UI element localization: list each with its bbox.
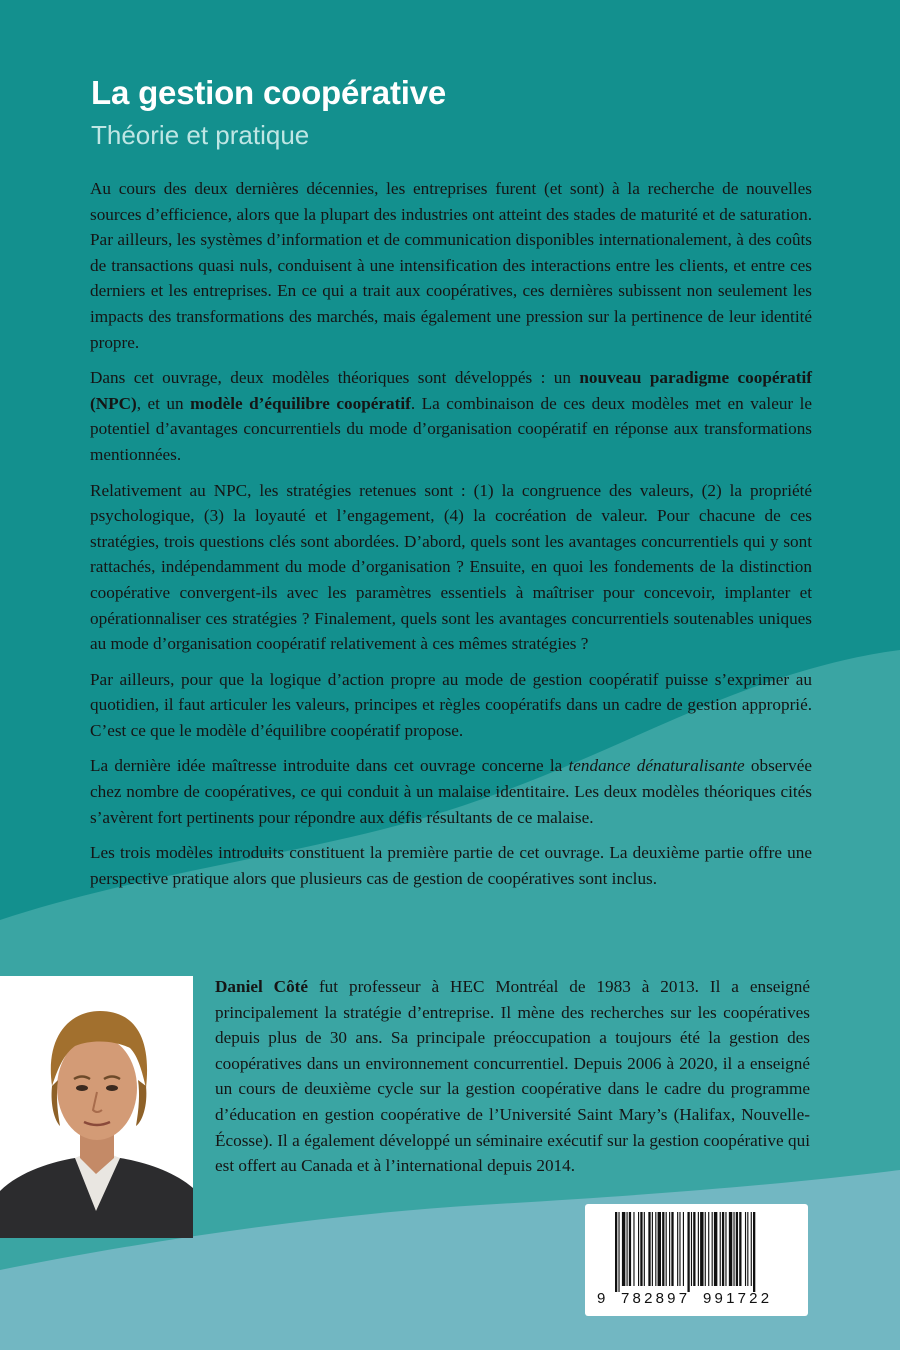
author-bio-text: fut professeur à HEC Montréal de 1983 à 2013. Il a enseigné principalement la stratégie d’entreprise. Il mène des recherches sur les coopératives depuis plus de 30 ans. Sa principale préoccupation a toujours été la gestion des coopératives dans un environnement concurrentiel. Depuis 2006 à 2020, il a enseigné un cours de deuxième cycle sur la gestion coopérative dans le cadre du programme d’éducation en gestion coopérative de l’Université Saint Mary’s (Halifax, Nouvelle-Écosse). Il a également développé un séminaire exécutif sur la gestion coopérative qui est offert au Canada et à l’international depuis 2014.: [215, 977, 810, 1176]
summary-text: [90, 176, 812, 901]
book-title: La gestion coopérative: [91, 74, 447, 111]
barcode-bar: [618, 1212, 619, 1292]
isbn-group-2: 991722: [703, 1290, 773, 1307]
barcode-bar: [655, 1212, 656, 1286]
p2-text-e: . La combinaison de ces deux modèles met en valeur le potentiel d’avantages concurrentiels du mode d’organisation coopératif en réponse aux transformations mentionnées.: [90, 393, 813, 464]
barcode-bar: [751, 1212, 752, 1286]
p2-bold-npc: nouveau paradigme coopératif (NPC): [90, 368, 812, 413]
barcode-bar: [712, 1212, 713, 1286]
barcode-bar: [705, 1212, 706, 1286]
barcode-bar: [700, 1212, 703, 1286]
p5-italic: tendance dénaturalisante: [568, 756, 745, 776]
barcode-bar: [679, 1212, 680, 1286]
barcode-bar: [662, 1212, 664, 1286]
barcode-bar: [629, 1212, 631, 1286]
p5-text-a: La dernière idée maîtresse introduite dans cet ouvrage concerne la: [90, 756, 569, 776]
paragraph-2: [90, 365, 812, 467]
barcode-bar: [753, 1212, 755, 1292]
barcode-bar: [677, 1212, 678, 1286]
isbn-group-1: 782897: [621, 1290, 691, 1307]
isbn-barcode: [585, 1204, 808, 1316]
isbn-number: [585, 1290, 808, 1310]
barcode-bar: [722, 1212, 724, 1286]
barcode-bar: [736, 1212, 738, 1286]
barcode-bar: [733, 1212, 734, 1286]
barcode-bar: [725, 1212, 726, 1286]
barcode-bar: [739, 1212, 741, 1286]
paragraph-5: [90, 753, 812, 830]
barcode-bar: [648, 1212, 650, 1286]
barcode-bar: [729, 1212, 732, 1286]
barcode-bar: [683, 1212, 684, 1286]
barcode-bar: [615, 1212, 617, 1292]
barcode-bar: [638, 1212, 639, 1286]
p2-text-c: , et un: [136, 393, 191, 413]
isbn-first-digit: 9: [597, 1290, 609, 1307]
barcode-bar: [687, 1212, 689, 1292]
barcode-bar: [669, 1212, 670, 1286]
p5-text-c: observée chez nombre de coopératives, ce qui conduit à un malaise identitaire. Les deux modèles théoriques cités s’avèrent fort pertinents pour répondre aux défis résultants de ce malaise.: [90, 756, 812, 827]
paragraph-4: Par ailleurs, pour que la logique d’action propre au mode de gestion coopératif puisse s’exprimer au quotidien, il faut articuler les valeurs, principes et règles coopératifs dans un cadre de gestion approprié. C’est ce que le modèle d’équilibre coopératif propose.: [90, 669, 812, 740]
p2-bold-model: modèle d’équilibre coopératif: [190, 393, 411, 413]
barcode-bar: [693, 1212, 695, 1286]
barcode-bar: [671, 1212, 673, 1286]
barcode-bar: [666, 1212, 667, 1286]
barcode-bar: [622, 1212, 625, 1286]
author-bio: [215, 974, 810, 1179]
barcode-bar: [698, 1212, 699, 1286]
p2-text-a: Dans cet ouvrage, deux modèles théoriques sont développés : un: [90, 368, 580, 388]
barcode-bar: [747, 1212, 748, 1286]
author-name: Daniel Côté: [215, 977, 309, 996]
barcode-bar: [652, 1212, 653, 1286]
author-photo: [0, 976, 193, 1238]
paragraph-1: Au cours des deux dernières décennies, les entreprises furent (et sont) à la recherche de nouvelles sources d’efficience, alors que la plupart des industries ont atteint des stades de maturité et de saturation. Par ailleurs, les systèmes d’information et de communication disponibles internationalement, à des coûts de transactions quasi nuls, conduisent à une intensification des interactions entre les clients, et entre ces derniers et les entreprises. En ce qui a trait aux coopératives, ces dernières subissent non seulement les impacts des transformations des marchés, mais également une pression sur la pertinence de leur identité propre.: [90, 179, 812, 352]
barcode-bar: [633, 1212, 634, 1286]
paragraph-6: Les trois modèles introduits constituent la première partie de cet ouvrage. La deuxième partie offre une perspective pratique alors que plusieurs cas de gestion de coopératives sont inclus.: [90, 843, 812, 888]
barcode-bar: [720, 1212, 721, 1286]
barcode-bar: [640, 1212, 642, 1286]
barcode-bar: [644, 1212, 645, 1286]
author-portrait-icon: [0, 976, 193, 1238]
barcode-bar: [745, 1212, 746, 1286]
paragraph-3: Relativement au NPC, les stratégies retenues sont : (1) la congruence des valeurs, (2) la propriété psychologique, (3) la loyauté et l’engagement, (4) la cocréation de valeur. Pour chacune de ces stratégies, trois questions clés sont abordées. D’abord, quels sont les avantages concurrentiels qui y sont rattachés, indépendamment du mode d’organisation ? Ensuite, en quoi les fondements de la distinction coopérative convergent-ils avec les paramètres essentiels à maîtriser pour concevoir, implanter et opérationnaliser ces stratégies ? Finalement, quels sont les avantages concurrentiels soutenables uniques au mode d’organisation coopératif relativement à ces mêmes stratégies ?: [90, 480, 812, 654]
barcode-bar: [627, 1212, 628, 1286]
book-subtitle: Théorie et pratique: [91, 120, 310, 150]
barcode-bar: [691, 1212, 692, 1286]
barcode-bar: [714, 1212, 717, 1286]
barcode-bar: [658, 1212, 661, 1286]
barcode-bar: [708, 1212, 709, 1286]
